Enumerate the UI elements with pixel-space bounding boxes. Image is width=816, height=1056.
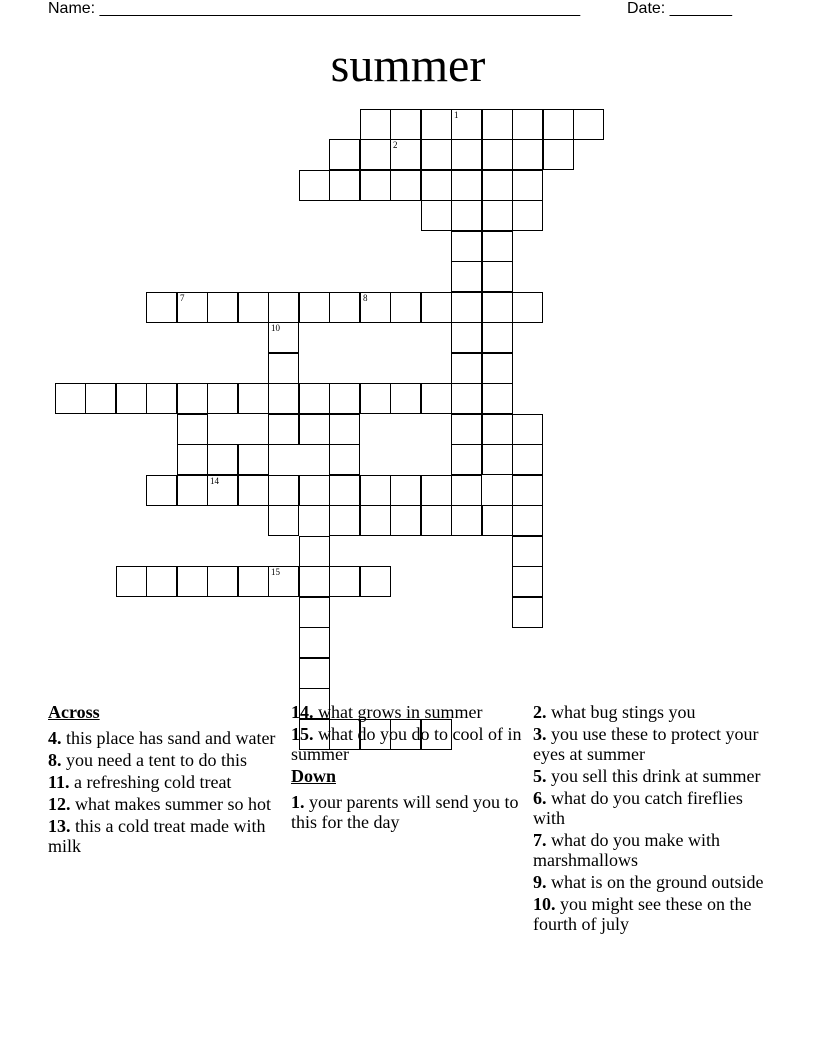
grid-cell[interactable] (482, 505, 513, 536)
clue-item-text: you might see these on the fourth of july (533, 894, 752, 934)
grid-cell[interactable] (421, 292, 452, 323)
grid-cell[interactable] (512, 292, 543, 323)
grid-cell[interactable] (482, 322, 513, 353)
clue-item-text: what do you make with marshmallows (533, 830, 720, 870)
clue-item (291, 724, 526, 764)
name-field[interactable]: Name: ______________________________________________________ (48, 0, 581, 17)
grid-cell[interactable] (512, 597, 543, 628)
clue-item-text: you use these to protect your eyes at summer (533, 724, 759, 764)
grid-cell[interactable] (421, 109, 452, 140)
grid-cell[interactable] (512, 566, 543, 597)
clue-number: 10 (271, 323, 280, 333)
clue-item-number: 14. (291, 702, 314, 722)
clue-item-text: what is on the ground outside (546, 872, 764, 892)
grid-cell[interactable] (512, 536, 543, 567)
grid-cell[interactable] (238, 383, 269, 414)
grid-cell[interactable] (482, 261, 513, 292)
grid-cell[interactable] (299, 414, 330, 445)
grid-cell[interactable] (360, 383, 391, 414)
grid-cell[interactable] (85, 383, 116, 414)
clue-item (533, 872, 768, 892)
grid-cell[interactable] (146, 475, 177, 506)
clue-item-number: 11. (48, 772, 70, 792)
grid-cell[interactable] (329, 414, 360, 445)
clues-column-1 (48, 702, 283, 858)
clue-item (291, 702, 526, 722)
grid-cell[interactable] (207, 566, 238, 597)
grid-cell[interactable] (421, 139, 452, 170)
clue-item-text: what grows in summer (313, 702, 483, 722)
grid-cell[interactable] (299, 597, 330, 628)
grid-cell[interactable] (482, 231, 513, 262)
clue-item-number: 4. (48, 728, 62, 748)
date-field[interactable]: Date: _______ (627, 0, 732, 17)
grid-cell[interactable] (299, 536, 330, 567)
grid-cell[interactable] (390, 170, 421, 201)
grid-cell[interactable] (390, 383, 421, 414)
clue-item-text: what bug stings you (546, 702, 696, 722)
clue-item-text: this place has sand and water (61, 728, 276, 748)
grid-cell[interactable] (329, 505, 360, 536)
grid-cell[interactable] (329, 139, 360, 170)
clue-item (48, 750, 283, 770)
grid-cell[interactable] (238, 292, 269, 323)
grid-cell[interactable] (390, 505, 421, 536)
grid-cell[interactable] (482, 109, 513, 140)
grid-cell[interactable] (299, 566, 330, 597)
grid-cell[interactable] (451, 322, 482, 353)
clue-item-number: 9. (533, 872, 547, 892)
grid-cell[interactable] (177, 444, 208, 475)
grid-cell[interactable] (207, 383, 238, 414)
grid-cell[interactable] (421, 383, 452, 414)
grid-cell[interactable] (360, 475, 391, 506)
clue-item (533, 702, 768, 722)
grid-cell[interactable] (573, 109, 604, 140)
grid-cell[interactable] (146, 292, 177, 323)
grid-cell[interactable] (512, 505, 543, 536)
clue-item-number: 1. (291, 792, 305, 812)
clue-number: 15 (271, 567, 280, 577)
grid-cell[interactable] (268, 505, 299, 536)
grid-cell[interactable] (482, 353, 513, 384)
clue-item-text: what do you catch fireflies with (533, 788, 743, 828)
clue-item-number: 15. (291, 724, 314, 744)
grid-cell[interactable] (451, 292, 482, 323)
clue-item (533, 724, 768, 764)
grid-cell[interactable] (421, 200, 452, 231)
grid-cell[interactable] (299, 627, 330, 658)
grid-cell[interactable] (268, 475, 299, 506)
grid-cell[interactable] (329, 566, 360, 597)
grid-cell[interactable] (207, 475, 238, 506)
grid-cell[interactable] (360, 139, 391, 170)
grid-cell[interactable] (543, 109, 574, 140)
grid-cell[interactable] (451, 200, 482, 231)
grid-cell[interactable] (268, 383, 299, 414)
clue-item-text: a refreshing cold treat (69, 772, 232, 792)
clue-item (48, 772, 283, 792)
grid-cell[interactable] (360, 505, 391, 536)
grid-cell[interactable] (451, 353, 482, 384)
grid-cell[interactable] (390, 139, 421, 170)
clue-item-number: 6. (533, 788, 547, 808)
grid-cell[interactable] (360, 566, 391, 597)
clue-number: 8 (363, 293, 368, 303)
grid-cell[interactable] (421, 475, 452, 506)
grid-cell[interactable] (299, 383, 330, 414)
grid-cell[interactable] (238, 444, 269, 475)
grid-cell[interactable] (299, 170, 330, 201)
grid-cell[interactable] (390, 109, 421, 140)
grid-cell[interactable] (512, 414, 543, 445)
across-heading: Across (48, 702, 100, 722)
grid-cell[interactable] (238, 475, 269, 506)
grid-cell[interactable] (360, 170, 391, 201)
grid-cell[interactable] (55, 383, 86, 414)
clue-item-text: this a cold treat made with milk (48, 816, 266, 856)
clue-number: 7 (180, 293, 185, 303)
clue-item (533, 766, 768, 786)
grid-cell[interactable] (482, 444, 513, 475)
grid-cell[interactable] (482, 139, 513, 170)
grid-cell[interactable] (146, 566, 177, 597)
grid-cell[interactable] (482, 200, 513, 231)
grid-cell[interactable] (512, 170, 543, 201)
grid-cell[interactable] (329, 383, 360, 414)
grid-cell[interactable] (116, 383, 147, 414)
grid-cell[interactable] (268, 566, 299, 597)
clue-item-number: 12. (48, 794, 71, 814)
grid-cell[interactable] (329, 475, 360, 506)
clue-item-text: your parents will send you to this for the day (291, 792, 519, 832)
grid-cell[interactable] (268, 414, 299, 445)
grid-cell[interactable] (207, 444, 238, 475)
grid-cell[interactable] (177, 566, 208, 597)
grid-cell[interactable] (360, 109, 391, 140)
grid-cell[interactable] (421, 505, 452, 536)
grid-cell[interactable] (482, 170, 513, 201)
grid-cell[interactable] (329, 292, 360, 323)
grid-cell[interactable] (512, 444, 543, 475)
grid-cell[interactable] (238, 566, 269, 597)
clue-item-number: 8. (48, 750, 62, 770)
grid-cell[interactable] (177, 292, 208, 323)
grid-cell[interactable] (390, 292, 421, 323)
grid-cell[interactable] (512, 475, 543, 506)
grid-cell[interactable] (451, 383, 482, 414)
grid-cell[interactable] (299, 292, 330, 323)
clue-item-number: 3. (533, 724, 547, 744)
page-title: summer (330, 39, 486, 92)
grid-cell[interactable] (177, 414, 208, 445)
grid-cell[interactable] (451, 505, 482, 536)
clue-item-number: 5. (533, 766, 547, 786)
clue-item (48, 816, 283, 856)
clues-column-3 (533, 702, 768, 936)
grid-cell[interactable] (268, 322, 299, 353)
clue-item (533, 830, 768, 870)
grid-cell[interactable] (329, 444, 360, 475)
grid-cell[interactable] (329, 170, 360, 201)
grid-cell[interactable] (482, 292, 513, 323)
clue-item-text: you need a tent to do this (61, 750, 247, 770)
clue-item (533, 894, 768, 934)
grid-cell[interactable] (451, 414, 482, 445)
grid-cell[interactable] (421, 170, 452, 201)
grid-cell[interactable] (451, 231, 482, 262)
grid-cell[interactable] (177, 475, 208, 506)
grid-cell[interactable] (299, 658, 330, 689)
clue-item-number: 2. (533, 702, 547, 722)
clue-item-number: 7. (533, 830, 547, 850)
clue-item-number: 13. (48, 816, 71, 836)
grid-cell[interactable] (451, 139, 482, 170)
grid-cell[interactable] (451, 444, 482, 475)
grid-cell[interactable] (482, 383, 513, 414)
clue-item (291, 792, 526, 832)
clue-item (48, 794, 283, 814)
grid-cell[interactable] (451, 261, 482, 292)
clue-item-text: you sell this drink at summer (546, 766, 761, 786)
clue-item-number: 10. (533, 894, 556, 914)
clue-item-text: what do you do to cool of in summer (291, 724, 522, 764)
clue-item (48, 728, 283, 748)
clue-item (533, 788, 768, 828)
grid-cell[interactable] (451, 170, 482, 201)
grid-cell[interactable] (390, 475, 421, 506)
grid-cell[interactable] (146, 383, 177, 414)
grid-cell[interactable] (116, 566, 147, 597)
grid-cell[interactable] (299, 475, 330, 506)
grid-cell[interactable] (512, 109, 543, 140)
grid-cell[interactable] (177, 383, 208, 414)
grid-cell[interactable] (451, 475, 482, 506)
grid-cell[interactable] (543, 139, 574, 170)
clue-number: 1 (454, 110, 459, 120)
grid-cell[interactable] (360, 292, 391, 323)
clue-item-text: what makes summer so hot (70, 794, 271, 814)
clue-number: 14 (210, 476, 219, 486)
grid-cell[interactable] (207, 292, 238, 323)
clues-column-2 (291, 702, 526, 834)
down-heading: Down (291, 766, 337, 786)
grid-cell[interactable] (451, 109, 482, 140)
grid-cell[interactable] (512, 200, 543, 231)
clue-number: 2 (393, 140, 398, 150)
grid-cell[interactable] (482, 414, 513, 445)
grid-cell[interactable] (512, 139, 543, 170)
grid-cell[interactable] (268, 292, 299, 323)
grid-cell[interactable] (268, 353, 299, 384)
